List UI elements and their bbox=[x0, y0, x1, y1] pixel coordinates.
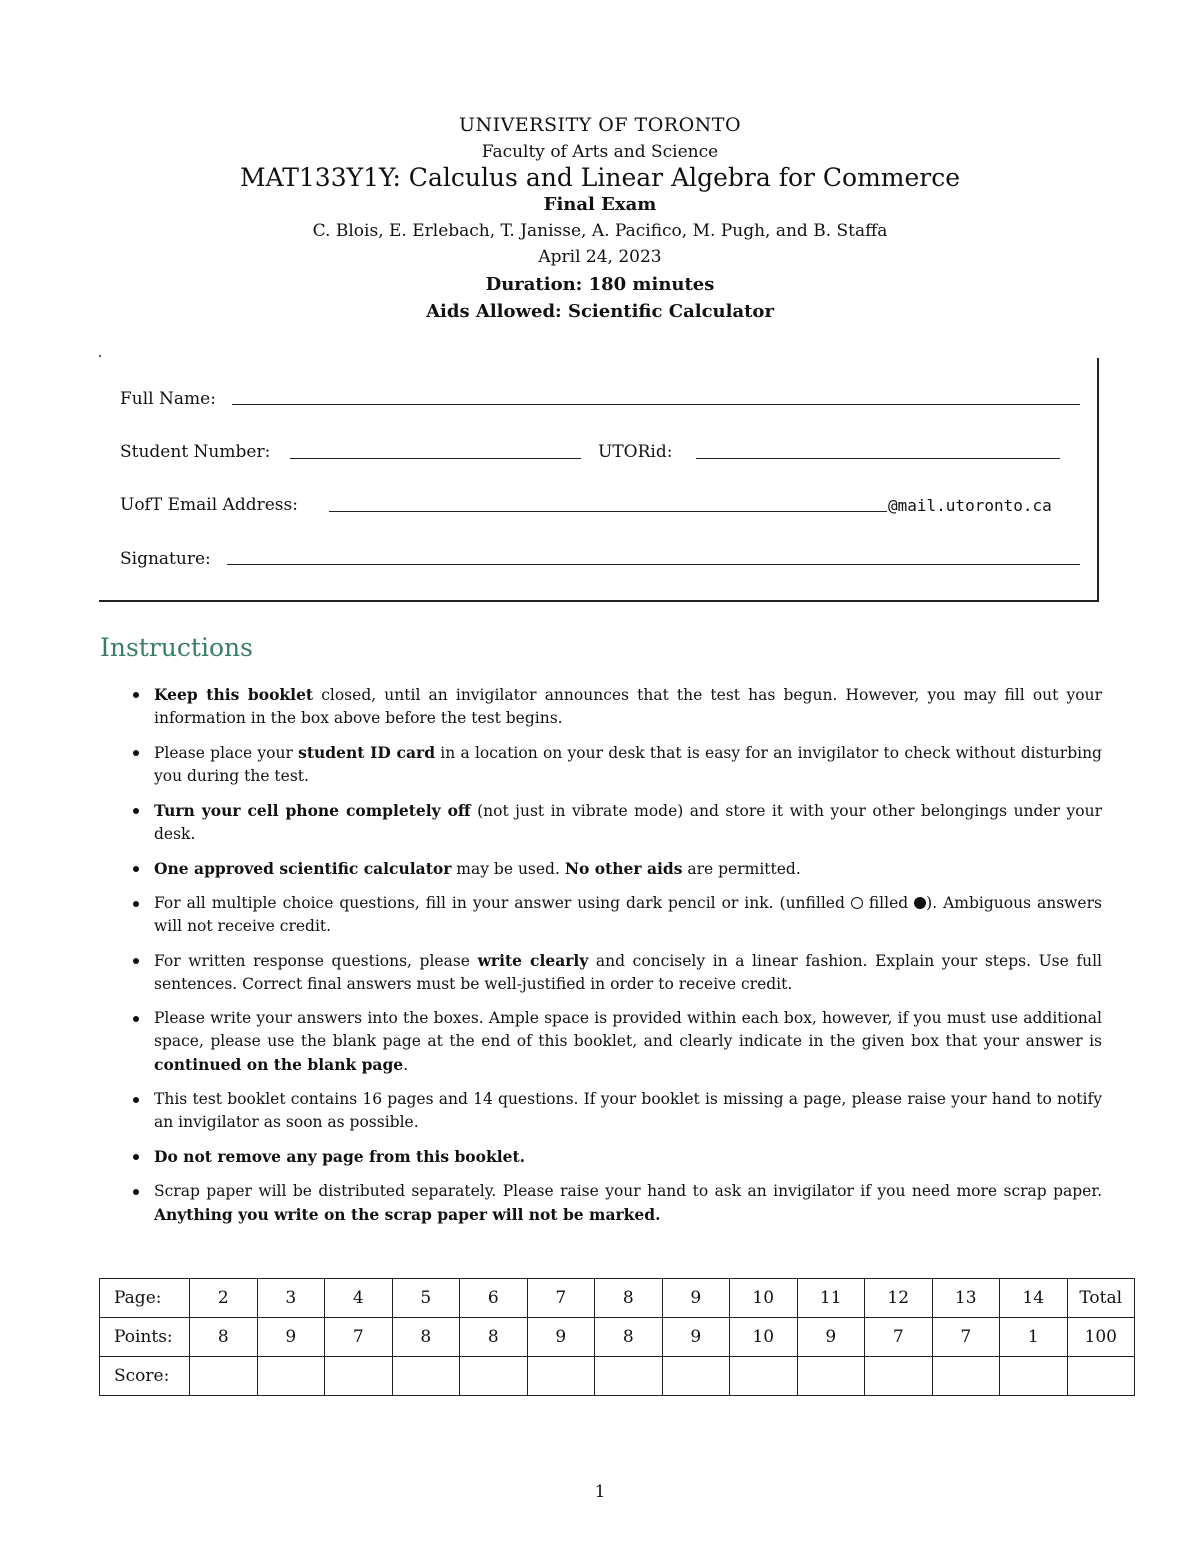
score-cell[interactable] bbox=[392, 1357, 460, 1396]
score-cell[interactable] bbox=[190, 1357, 258, 1396]
table-cell: 1 bbox=[1000, 1318, 1068, 1357]
score-cell[interactable] bbox=[257, 1357, 325, 1396]
instruction-item: Please place your student ID card in a location on your desk that is easy for an invigilator to check without disturbing you during the test. bbox=[130, 741, 1102, 788]
table-cell: 7 bbox=[527, 1279, 595, 1318]
row-label: Score: bbox=[100, 1357, 190, 1396]
instruction-item: One approved scientific calculator may be used. No other aids are permitted. bbox=[130, 857, 1102, 881]
email-field[interactable] bbox=[329, 511, 887, 512]
table-cell: 4 bbox=[325, 1279, 393, 1318]
score-cell[interactable] bbox=[865, 1357, 933, 1396]
utorid-field[interactable] bbox=[696, 458, 1060, 459]
unfilled-bubble-icon bbox=[851, 897, 863, 909]
instruction-item: For written response questions, please write clearly and concisely in a linear fashion. Explain your steps. Use full sentences. Correct final answers must be well-justified in order to receive credit. bbox=[130, 949, 1102, 996]
table-cell: 7 bbox=[325, 1318, 393, 1357]
score-cell[interactable] bbox=[460, 1357, 528, 1396]
instructions-list bbox=[130, 683, 1102, 1238]
full-name-field[interactable] bbox=[232, 404, 1080, 405]
table-cell: 8 bbox=[595, 1279, 663, 1318]
table-cell: Total bbox=[1067, 1279, 1135, 1318]
email-suffix: @mail.utoronto.ca bbox=[888, 496, 1052, 515]
table-cell: 9 bbox=[662, 1318, 730, 1357]
table-row-points bbox=[100, 1318, 1135, 1357]
instruction-item: Keep this booklet closed, until an invigilator announces that the test has begun. However, you may fill out your information in the box above before the test begins. bbox=[130, 683, 1102, 730]
box-corner-mark bbox=[99, 355, 101, 357]
table-cell: 2 bbox=[190, 1279, 258, 1318]
student-info-box bbox=[99, 358, 1099, 602]
course-title: MAT133Y1Y: Calculus and Linear Algebra for Commerce bbox=[239, 163, 961, 192]
score-table bbox=[99, 1278, 1135, 1396]
exam-duration: Duration: 180 minutes bbox=[485, 274, 715, 295]
instruction-item: For all multiple choice questions, fill in your answer using dark pencil or ink. (unfilled filled ). Ambiguous answers will not receive credit. bbox=[130, 892, 1102, 938]
full-name-label: Full Name: bbox=[120, 389, 216, 409]
faculty-name: Faculty of Arts and Science bbox=[481, 142, 719, 162]
exam-date: April 24, 2023 bbox=[538, 247, 662, 267]
instructions-heading: Instructions bbox=[100, 633, 253, 662]
table-cell: 9 bbox=[662, 1279, 730, 1318]
score-cell[interactable] bbox=[730, 1357, 798, 1396]
instruction-item: This test booklet contains 16 pages and 14 questions. If your booklet is missing a page, please raise your hand to notify an invigilator as soon as possible. bbox=[130, 1088, 1102, 1134]
table-cell: 6 bbox=[460, 1279, 528, 1318]
email-label: UofT Email Address: bbox=[120, 495, 298, 515]
table-cell: 10 bbox=[730, 1318, 798, 1357]
instruction-item: Turn your cell phone completely off (not just in vibrate mode) and store it with your other belongings under your desk. bbox=[130, 799, 1102, 846]
table-cell: 10 bbox=[730, 1279, 798, 1318]
score-cell[interactable] bbox=[1067, 1357, 1135, 1396]
score-cell[interactable] bbox=[932, 1357, 1000, 1396]
university-name: UNIVERSITY OF TORONTO bbox=[458, 114, 742, 136]
table-cell: 5 bbox=[392, 1279, 460, 1318]
table-cell: 13 bbox=[932, 1279, 1000, 1318]
score-cell[interactable] bbox=[325, 1357, 393, 1396]
table-cell: 8 bbox=[460, 1318, 528, 1357]
score-cell[interactable] bbox=[797, 1357, 865, 1396]
instruction-item: Do not remove any page from this booklet. bbox=[130, 1145, 1102, 1169]
utorid-label: UTORid: bbox=[598, 442, 673, 462]
row-label: Page: bbox=[100, 1279, 190, 1318]
score-cell[interactable] bbox=[1000, 1357, 1068, 1396]
exam-authors: C. Blois, E. Erlebach, T. Janisse, A. Pacifico, M. Pugh, and B. Staffa bbox=[312, 221, 888, 241]
student-number-label: Student Number: bbox=[120, 442, 271, 462]
aids-allowed: Aids Allowed: Scientific Calculator bbox=[426, 301, 774, 322]
score-cell[interactable] bbox=[527, 1357, 595, 1396]
table-row-score bbox=[100, 1357, 1135, 1396]
table-cell: 14 bbox=[1000, 1279, 1068, 1318]
signature-label: Signature: bbox=[120, 549, 211, 569]
signature-field[interactable] bbox=[227, 564, 1080, 565]
score-cell[interactable] bbox=[662, 1357, 730, 1396]
table-cell: 100 bbox=[1067, 1318, 1135, 1357]
table-cell: 8 bbox=[392, 1318, 460, 1357]
table-cell: 9 bbox=[527, 1318, 595, 1357]
table-cell: 8 bbox=[190, 1318, 258, 1357]
table-cell: 12 bbox=[865, 1279, 933, 1318]
page-number: 1 bbox=[594, 1482, 606, 1502]
instruction-item: Please write your answers into the boxes. Ample space is provided within each box, however, if you must use additional space, please use the blank page at the end of this booklet, and clearly indicate in the given box that your answer is continued on the blank page. bbox=[130, 1007, 1102, 1077]
table-cell: 8 bbox=[595, 1318, 663, 1357]
score-cell[interactable] bbox=[595, 1357, 663, 1396]
table-cell: 7 bbox=[865, 1318, 933, 1357]
filled-bubble-icon bbox=[914, 897, 926, 909]
row-label: Points: bbox=[100, 1318, 190, 1357]
table-cell: 9 bbox=[797, 1318, 865, 1357]
exam-title: Final Exam bbox=[543, 194, 657, 215]
table-cell: 9 bbox=[257, 1318, 325, 1357]
student-number-field[interactable] bbox=[290, 458, 581, 459]
instruction-item: Scrap paper will be distributed separately. Please raise your hand to ask an invigilator if you need more scrap paper. Anything you write on the scrap paper will not be marked. bbox=[130, 1180, 1102, 1227]
table-row-page bbox=[100, 1279, 1135, 1318]
table-cell: 7 bbox=[932, 1318, 1000, 1357]
table-cell: 11 bbox=[797, 1279, 865, 1318]
table-cell: 3 bbox=[257, 1279, 325, 1318]
